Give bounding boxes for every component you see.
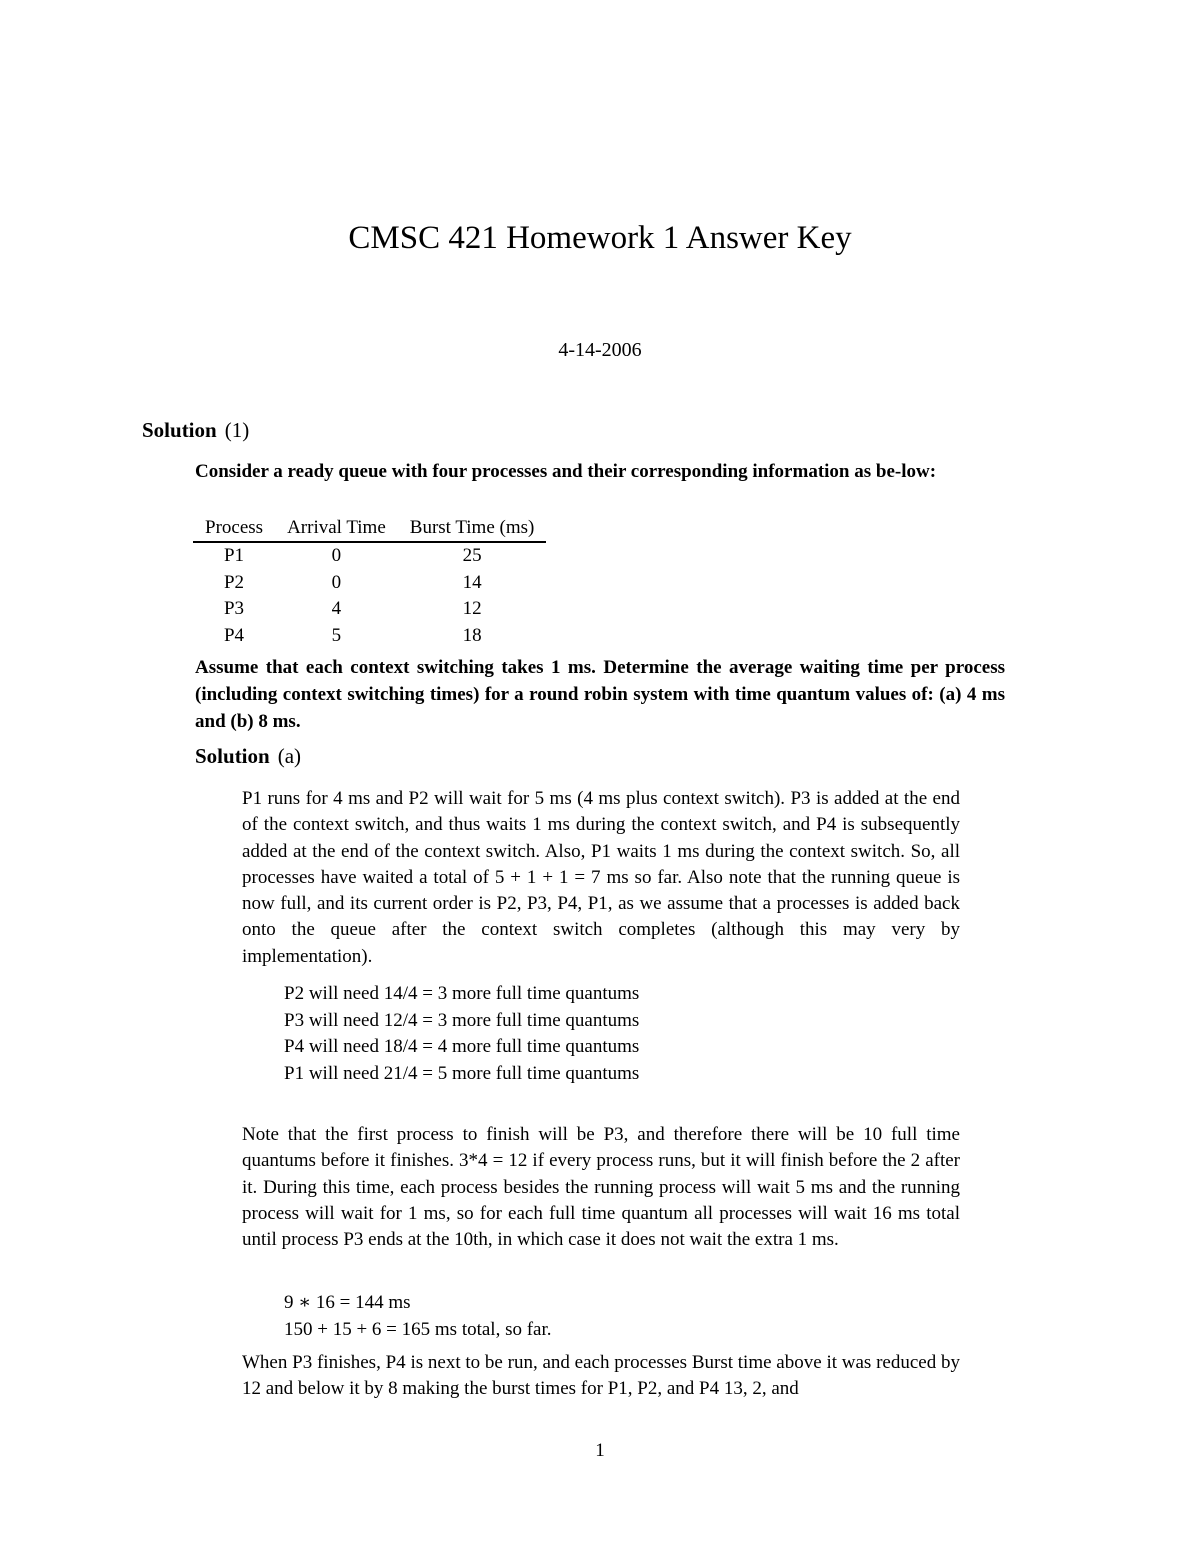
cell-process: P4 bbox=[223, 624, 245, 646]
cell-burst-time: 18 bbox=[462, 624, 482, 646]
cell-arrival-time: 0 bbox=[331, 571, 342, 593]
process-table bbox=[193, 514, 546, 649]
cell-arrival-time: 4 bbox=[331, 598, 342, 620]
solution-1-heading bbox=[142, 416, 249, 444]
process-table-header bbox=[193, 514, 546, 542]
calc-line-2: 150 + 15 + 6 = 165 ms total, so far. bbox=[284, 1318, 552, 1340]
column-header-burst-time: Burst Time (ms) bbox=[398, 514, 547, 542]
cell-process: P2 bbox=[223, 571, 245, 593]
solution-1-number: (1) bbox=[224, 418, 250, 442]
quantum-line-p3: P3 will need 12/4 = 3 more full time quantums bbox=[284, 1009, 640, 1031]
cell-burst-time: 12 bbox=[462, 598, 482, 620]
table-row bbox=[193, 596, 546, 623]
column-header-arrival-time: Arrival Time bbox=[275, 514, 398, 542]
solution-a-number: (a) bbox=[277, 744, 302, 768]
page-number: 1 bbox=[595, 1440, 605, 1461]
page-title: CMSC 421 Homework 1 Answer Key bbox=[348, 220, 852, 256]
cell-burst-time: 25 bbox=[462, 545, 482, 567]
question-end: Assume that each context switching takes 1 ms. Determine the average waiting time per process (including context switching times) for a round robin system with time quantum values of: (a) 4 ms and (b) 8 ms. bbox=[195, 657, 1005, 732]
solution-a-paragraph-2: Note that the first process to finish will be P3, and therefore there will be 10 full time quantums before it finishes. 3*4 = 12 if every process runs, but it will finish before the 2 after it. During this time, each process besides the running process will wait 5 ms and the running process will wait for 1 ms, so for each full time quantum all processes will wait 16 ms total until process P3 ends at the 10th, in which case it does not wait the extra 1 ms. bbox=[242, 1124, 960, 1251]
column-header-process: Process bbox=[193, 514, 275, 542]
cell-process: P3 bbox=[223, 598, 245, 620]
cell-arrival-time: 0 bbox=[331, 545, 342, 567]
quantum-line-p1: P1 will need 21/4 = 5 more full time quantums bbox=[284, 1062, 640, 1084]
quantum-line-p4: P4 will need 18/4 = 4 more full time quantums bbox=[284, 1036, 640, 1057]
question-intro: Consider a ready queue with four processes and their corresponding information as be-low: bbox=[195, 461, 937, 482]
table-row bbox=[193, 623, 546, 650]
solution-a-label: Solution bbox=[195, 744, 270, 768]
quantum-list bbox=[284, 981, 639, 1087]
cell-arrival-time: 5 bbox=[331, 624, 342, 646]
cell-process: P1 bbox=[223, 545, 245, 567]
solution-a-paragraph-1: P1 runs for 4 ms and P2 will wait for 5 ms (4 ms plus context switch). P3 is added at the end of the context switch, and thus waits 1 ms during the context switch, and P4 is subsequently added at the end of the context switch. Also, P1 waits 1 ms during the context switch. So, all processes have waited a total of 5 + 1 + 1 = 7 ms so far. Also note that the running queue is now full, and its current order is P2, P3, P4, P1, as we assume that a processes is added back onto the queue after the context switch completes (although this may very by implementation). bbox=[242, 788, 960, 967]
solution-a-heading bbox=[195, 742, 301, 770]
solution-1-label: Solution bbox=[142, 418, 217, 442]
document-date: 4-14-2006 bbox=[558, 339, 642, 361]
quantum-line-p2: P2 will need 14/4 = 3 more full time quantums bbox=[284, 983, 640, 1004]
table-row bbox=[193, 570, 546, 597]
calculation-list bbox=[284, 1290, 552, 1343]
solution-a-paragraph-3: When P3 finishes, P4 is next to be run, and each processes Burst time above it was reduced by 12 and below it by 8 making the burst times for P1, P2, and P4 13, 2, and bbox=[242, 1352, 960, 1400]
calc-line-1: 9 ∗ 16 = 144 ms bbox=[284, 1292, 411, 1313]
table-row bbox=[193, 542, 546, 570]
cell-burst-time: 14 bbox=[462, 571, 482, 593]
